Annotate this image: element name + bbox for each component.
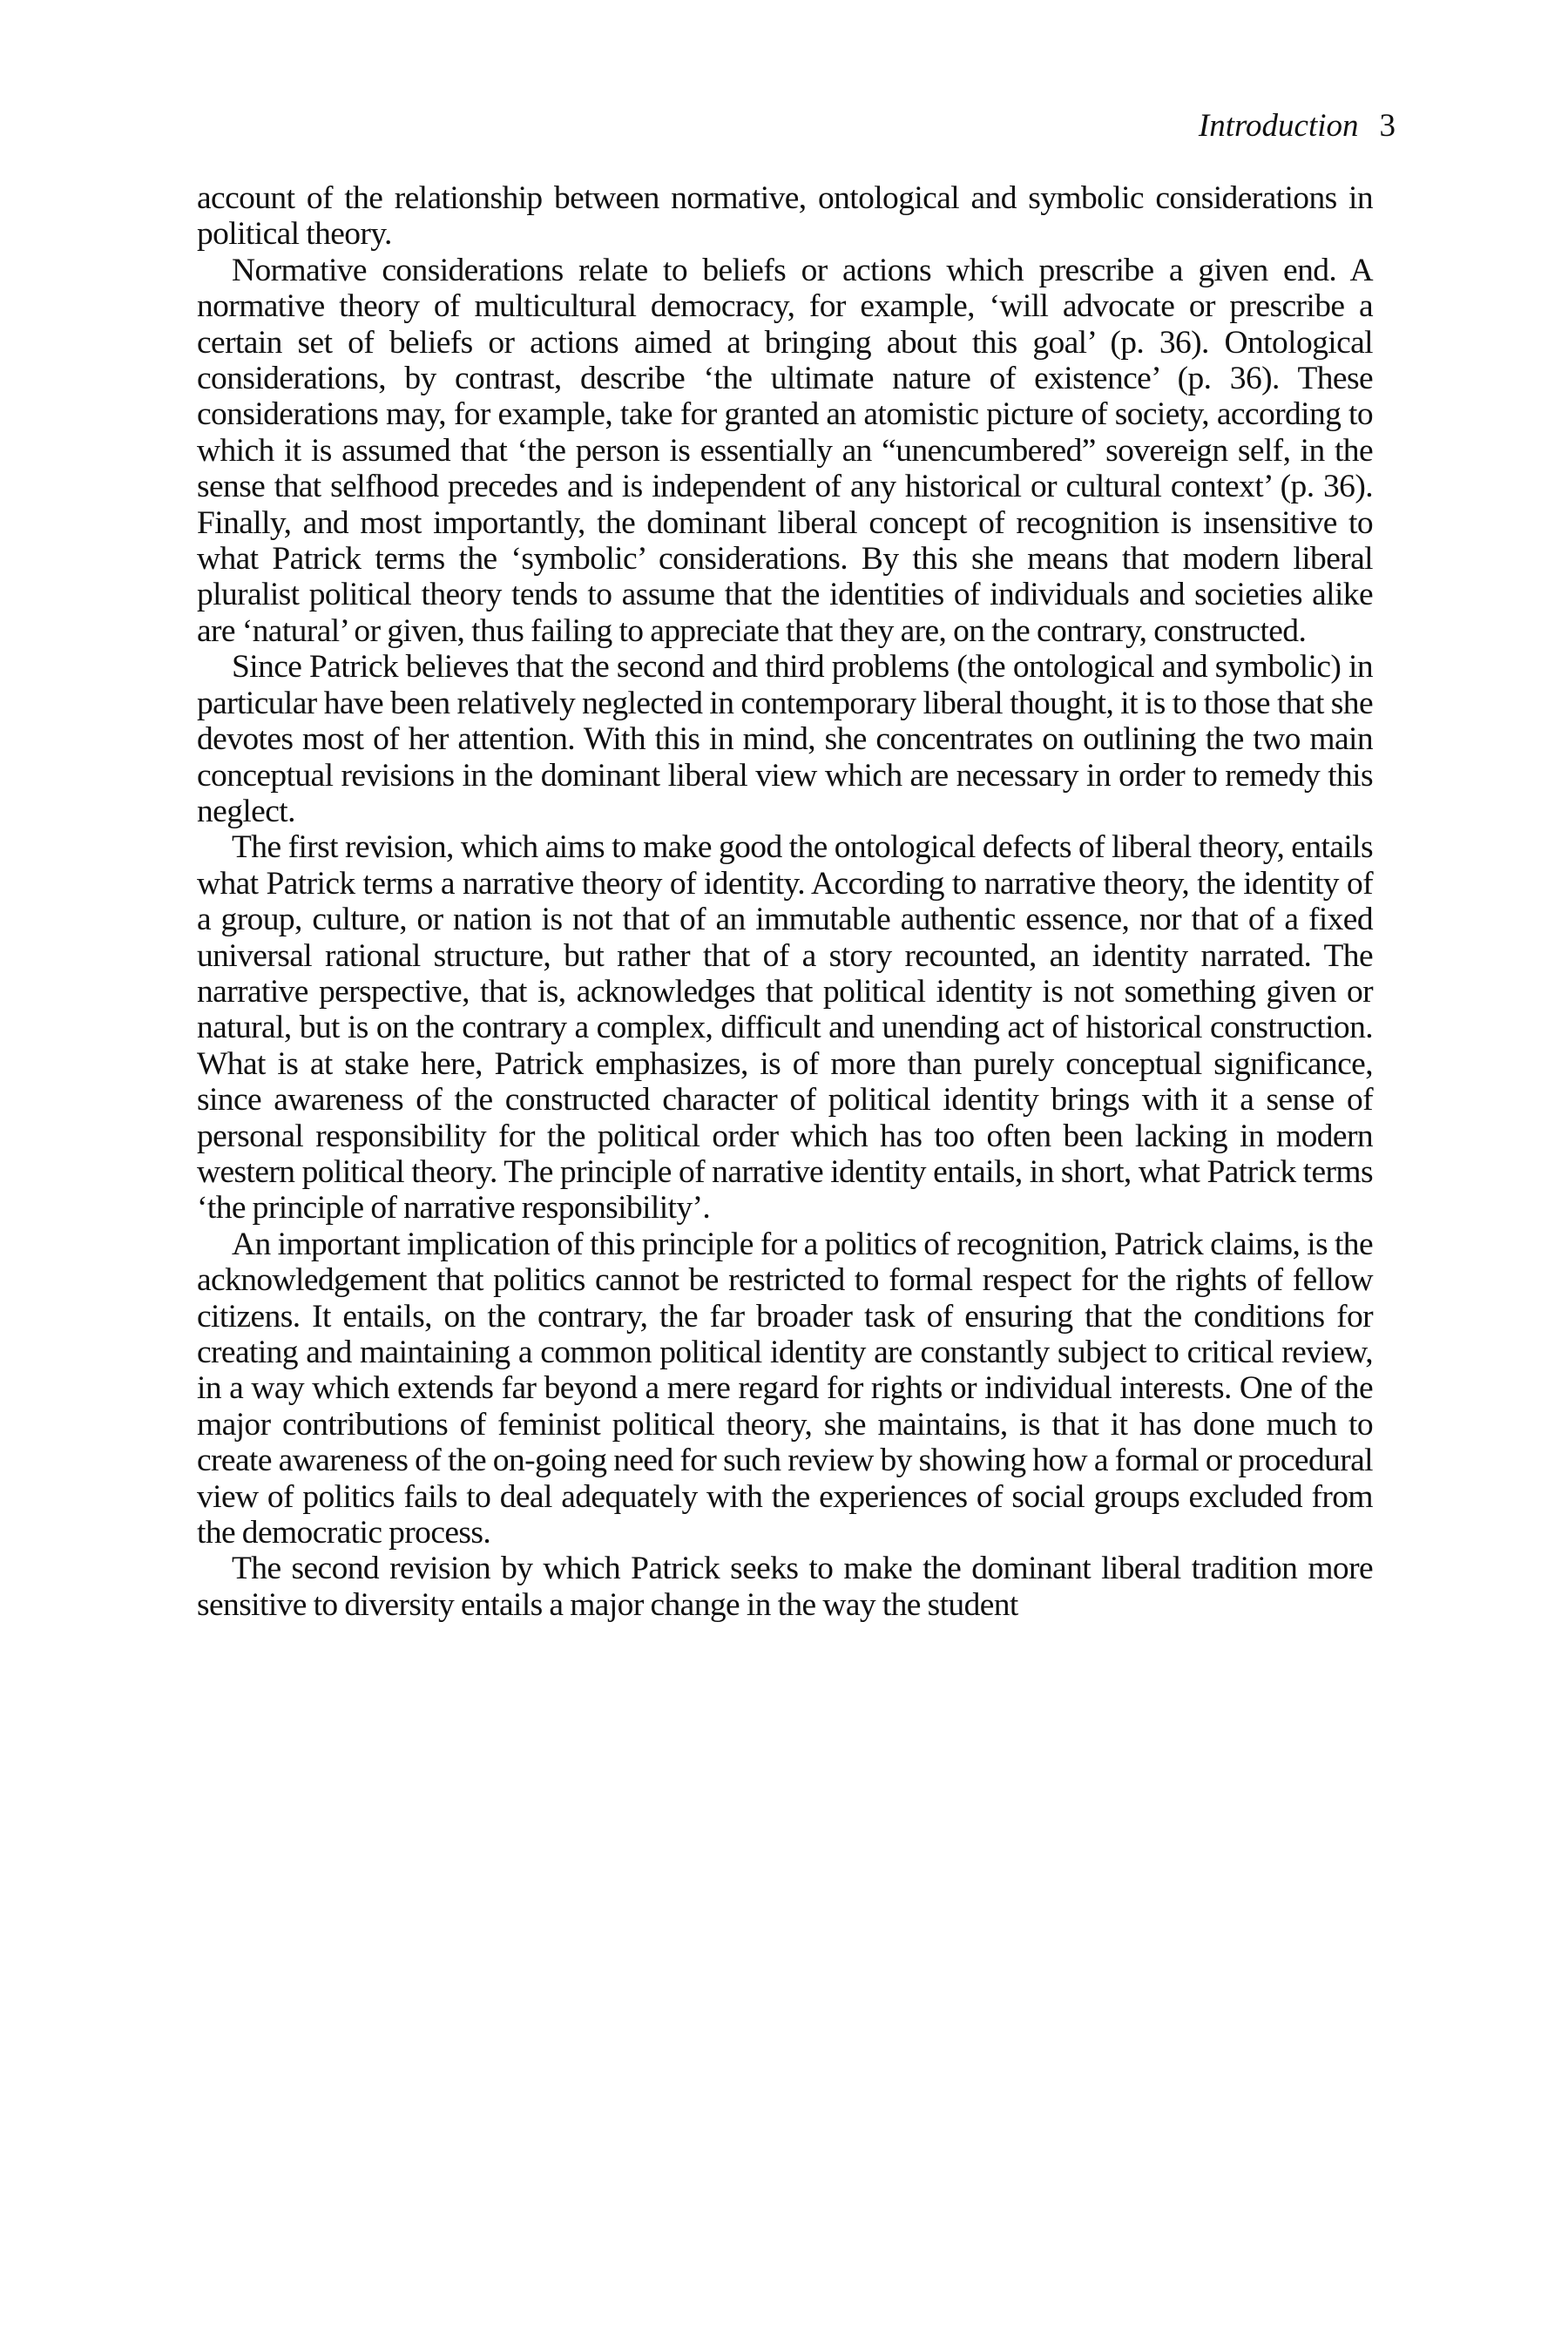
paragraph-continuation: account of the relationship between normative, ontological and symbolic considerations in political theory. [197,180,1373,253]
running-head [1199,106,1396,146]
body-text [197,180,1373,1623]
paragraph-conceptual-revisions: Since Patrick believes that the second and third problems (the ontological and symbolic) in particular have been relatively neglected in contemporary liberal thought, it is to those that she devotes most of her attention. With this in mind, she concentrates on outlining the two main conceptual revisions in the dominant liberal view which are necessary in order to remedy this neglect. [197,649,1373,829]
paragraph-normative-considerations: Normative considerations relate to beliefs or actions which prescribe a given end. A normative theory of multicultural democracy, for example, ‘will advocate or prescribe a certain set of beliefs or actions aimed at bringing about this goal’ (p. 36). Ontological considerations, by contrast, describe ‘the ultimate nature of existence’ (p. 36). These considerations may, for example, take for granted an atomistic picture of society, according to which it is assumed that ‘the person is essentially an “unencumbered” sovereign self, in the sense that selfhood precedes and is independent of any historical or cultural context’ (p. 36). Finally, and most importantly, the dominant liberal concept of recognition is insensitive to what Patrick terms the ‘symbolic’ considerations. By this she means that modern liberal pluralist political theory tends to assume that the identities of individuals and societies alike are ‘natural’ or given, thus failing to appreciate that they are, on the contrary, constructed. [197,252,1373,649]
paragraph-politics-of-recognition: An important implication of this principle for a politics of recognition, Patrick claims, is the acknowledgement that politics cannot be restricted to formal respect for the rights of fellow citizens. It entails, on the contrary, the far broader task of ensuring that the conditions for creating and maintaining a common political identity are constantly subject to critical review, in a way which extends far beyond a mere regard for rights or individual interests. One of the major contributions of feminist political theory, she maintains, is that it has done much to create awareness of the on-going need for such review by showing how a formal or procedural view of politics fails to deal adequately with the experiences of social groups excluded from the democratic process. [197,1226,1373,1551]
chapter-title: Introduction [1198,108,1359,144]
page-number: 3 [1379,108,1396,144]
paragraph-second-revision: The second revision by which Patrick seeks to make the dominant liberal tradition more sensitive to diversity entails a major change in the way the student [197,1551,1373,1623]
paragraph-narrative-identity: The first revision, which aims to make good the ontological defects of liberal theory, entails what Patrick terms a narrative theory of identity. According to narrative theory, the identity of a group, culture, or nation is not that of an immutable authentic essence, nor that of a fixed universal rational structure, but rather that of a story recounted, an identity narrated. The narrative perspective, that is, acknowledges that political identity is not something given or natural, but is on the contrary a complex, difficult and unending act of historical construction. What is at stake here, Patrick emphasizes, is of more than purely conceptual significance, since awareness of the constructed character of political identity brings with it a sense of personal responsibility for the political order which has too often been lacking in modern western political theory. The principle of narrative identity entails, in short, what Patrick terms ‘the principle of narrative responsibility’. [197,829,1373,1227]
